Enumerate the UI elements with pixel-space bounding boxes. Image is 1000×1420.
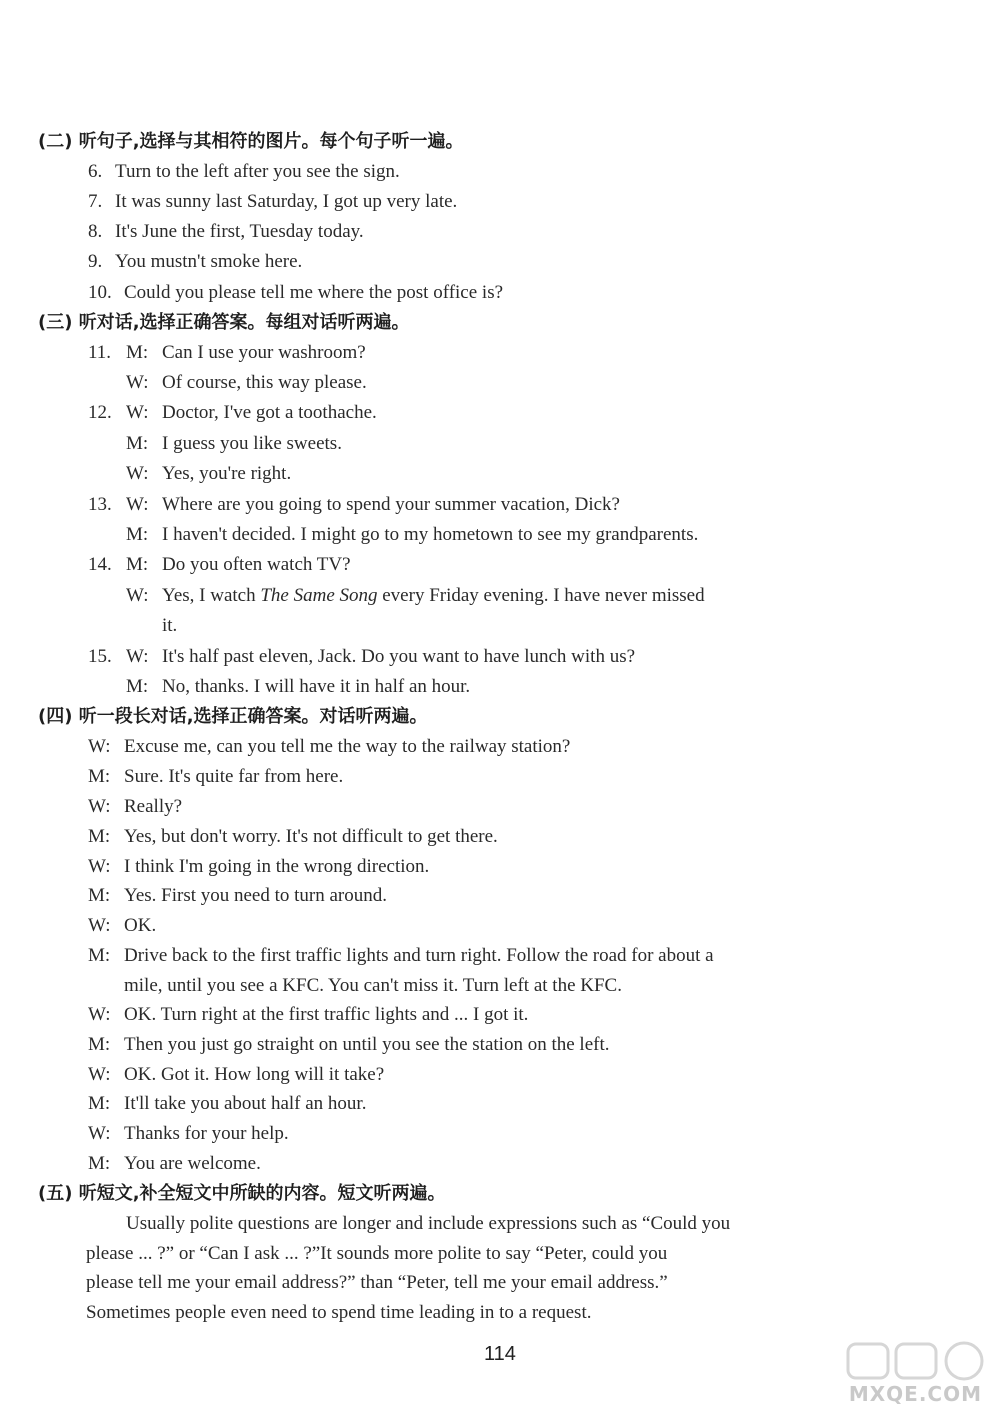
passage-line: Sometimes people even need to spend time leading in to a request. — [86, 1302, 592, 1323]
dialog-text: Thanks for your help. — [124, 1123, 289, 1144]
dialog-line — [88, 944, 714, 968]
dialog-text: Yes, I watch — [162, 585, 261, 606]
dialog-text: No, thanks. I will have it in half an hour. — [162, 676, 471, 697]
dialog-line — [126, 523, 698, 547]
speaker-label: M: — [126, 676, 149, 697]
section-heading-3: (三) 听对话,选择正确答案。每组对话听两遍。 — [38, 312, 410, 333]
speaker-label: W: — [126, 585, 149, 606]
dialog-text: I guess you like sweets. — [162, 433, 342, 454]
item-number: 12. — [88, 402, 112, 423]
speaker-label: M: — [126, 433, 149, 454]
song-title: The Same Song — [260, 585, 378, 606]
dialog-line — [88, 765, 343, 789]
dialog-line — [88, 914, 156, 938]
dialog-text: Do you often watch TV? — [162, 554, 351, 575]
item-number: 11. — [88, 342, 112, 363]
dialog-line — [88, 795, 182, 819]
speaker-label: M: — [126, 342, 149, 363]
speaker-label: W: — [88, 1123, 111, 1144]
dialog-line — [88, 1003, 528, 1027]
dialog-text: Of course, this way please. — [162, 372, 367, 393]
dialog-line — [88, 1092, 366, 1116]
dialog-line — [88, 1152, 261, 1176]
dialog-line — [88, 645, 635, 669]
speaker-label: W: — [88, 856, 111, 877]
dialog-line — [88, 1033, 609, 1057]
speaker-label: M: — [88, 1153, 111, 1174]
speaker-label: W: — [88, 915, 111, 936]
speaker-label: W: — [126, 494, 149, 515]
item-number: 13. — [88, 494, 112, 515]
item-number: 9. — [88, 251, 103, 272]
dialog-text: I haven't decided. I might go to my hometown to see my grandparents. — [162, 524, 699, 545]
speaker-label: W: — [88, 796, 111, 817]
dialog-text: OK. — [124, 915, 157, 936]
dialog-line — [126, 584, 705, 608]
dialog-text: Drive back to the first traffic lights and turn right. Follow the road for about a — [124, 945, 714, 966]
dialog-line — [88, 1122, 289, 1146]
speaker-label: W: — [126, 463, 149, 484]
dialog-text: Yes. First you need to turn around. — [124, 885, 388, 906]
passage-line: Usually polite questions are longer and include expressions such as “Could you — [126, 1213, 731, 1234]
dialog-text: OK. Got it. How long will it take? — [124, 1064, 385, 1085]
section-heading-2: (二) 听句子,选择与其相符的图片。每个句子听一遍。 — [38, 131, 464, 152]
dialog-line — [126, 432, 342, 456]
dialog-line — [88, 553, 351, 577]
dialog-text: I think I'm going in the wrong direction. — [124, 856, 430, 877]
dialog-text: It's half past eleven, Jack. Do you want to have lunch with us? — [162, 646, 636, 667]
dialog-line — [88, 1063, 384, 1087]
dialog-line — [88, 401, 377, 425]
item-text: Turn to the left after you see the sign. — [115, 161, 400, 182]
passage-line: please tell me your email address?” than “Peter, tell me your email address.” — [86, 1272, 668, 1293]
page-number: 114 — [484, 1343, 516, 1365]
dialog-text: Can I use your washroom? — [162, 342, 366, 363]
sentence-item — [88, 281, 503, 305]
dialog-line — [88, 735, 570, 759]
speaker-label: W: — [88, 1004, 111, 1025]
dialog-text: Sure. It's quite far from here. — [124, 766, 344, 787]
speaker-label: W: — [88, 736, 111, 757]
dialog-line — [126, 462, 291, 486]
speaker-label: W: — [88, 1064, 111, 1085]
item-number: 14. — [88, 554, 112, 575]
dialog-line — [88, 341, 366, 365]
speaker-label: W: — [126, 372, 149, 393]
dialog-line-continued: it. — [162, 615, 178, 636]
passage-line: please ... ?” or “Can I ask ... ?”It sounds more polite to say “Peter, could you — [86, 1243, 668, 1264]
watermark-logo — [842, 1340, 992, 1412]
item-text: You mustn't smoke here. — [115, 251, 303, 272]
speaker-label: M: — [88, 1034, 111, 1055]
dialog-text: every Friday evening. I have never missed — [377, 585, 705, 606]
item-number: 6. — [88, 161, 103, 182]
dialog-line — [88, 884, 387, 908]
dialog-line — [88, 493, 620, 517]
dialog-line — [88, 855, 429, 879]
dialog-text: You are welcome. — [124, 1153, 261, 1174]
item-number: 10. — [88, 282, 112, 303]
dialog-line — [126, 675, 470, 699]
dialog-text: Doctor, I've got a toothache. — [162, 402, 377, 423]
section-heading-5: (五) 听短文,补全短文中所缺的内容。短文听两遍。 — [38, 1183, 446, 1204]
dialog-text: Then you just go straight on until you see the station on the left. — [124, 1034, 610, 1055]
item-number: 7. — [88, 191, 103, 212]
section-heading-4: (四) 听一段长对话,选择正确答案。对话听两遍。 — [38, 706, 428, 727]
dialog-line-continued: mile, until you see a KFC. You can't miss it. Turn left at the KFC. — [124, 975, 622, 996]
item-text: Could you please tell me where the post office is? — [124, 282, 504, 303]
dialog-text: Where are you going to spend your summer vacation, Dick? — [162, 494, 620, 515]
dialog-text: Yes, you're right. — [162, 463, 292, 484]
speaker-label: W: — [126, 402, 149, 423]
dialog-text: Really? — [124, 796, 183, 817]
dialog-line — [126, 371, 367, 395]
dialog-text: Yes, but don't worry. It's not difficult to get there. — [124, 826, 498, 847]
speaker-label: M: — [88, 945, 111, 966]
item-number: 15. — [88, 646, 112, 667]
speaker-label: W: — [126, 646, 149, 667]
speaker-label: M: — [126, 554, 149, 575]
watermark-text: MXQE.COM — [848, 1382, 982, 1406]
dialog-line — [88, 825, 498, 849]
dialog-text: Excuse me, can you tell me the way to the railway station? — [124, 736, 571, 757]
sentence-item — [88, 250, 302, 274]
dialog-text: OK. Turn right at the first traffic lights and ... I got it. — [124, 1004, 529, 1025]
speaker-label: M: — [88, 826, 111, 847]
dialog-text: It'll take you about half an hour. — [124, 1093, 367, 1114]
sentence-item — [88, 220, 364, 244]
speaker-label: M: — [88, 885, 111, 906]
item-text: It's June the first, Tuesday today. — [115, 221, 364, 242]
speaker-label: M: — [88, 1093, 111, 1114]
speaker-label: M: — [88, 766, 111, 787]
speaker-label: M: — [126, 524, 149, 545]
sentence-item — [88, 190, 457, 214]
item-text: It was sunny last Saturday, I got up very late. — [115, 191, 458, 212]
item-number: 8. — [88, 221, 103, 242]
sentence-item — [88, 160, 400, 184]
